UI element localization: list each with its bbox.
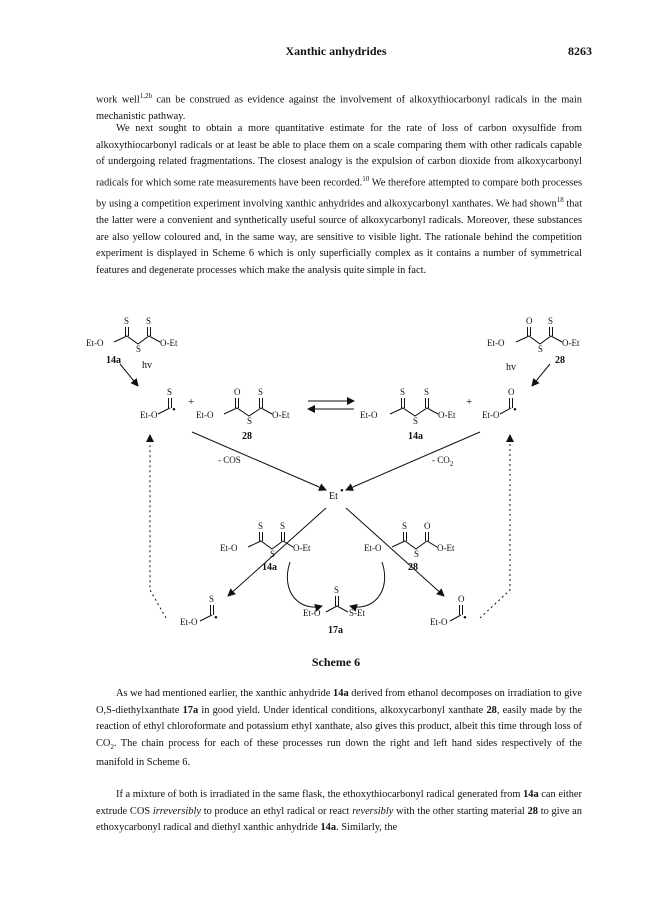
atom-label: O [526,316,533,326]
group-label: Et-O [303,608,321,618]
light-label: hv [142,360,152,371]
atom-label: S [124,316,130,326]
group-label: Et-O [196,410,214,420]
radical-dot: • [463,612,467,624]
radical-dot: • [214,612,218,624]
atom-label: S [136,344,142,354]
compound-number: 17a [328,625,343,636]
paragraph-text: , easily made by the reaction of ethyl chloroformate and potassium ethyl xanthate, also gives this product, albeit this time through loss of CO [96,704,582,749]
ethoxythiocarbonyl-radical-left [140,387,194,420]
compound-ref: 28 [527,805,538,817]
atom-label: S [414,549,420,559]
compound-number: 28 [555,355,565,366]
radical-dot: • [340,485,344,497]
atom-label: S [538,344,544,354]
atom-label: S [167,387,173,397]
paragraph-text: As we had mentioned earlier, the xanthic anhydride [116,688,334,699]
paragraph-text: work well [96,94,140,106]
atom-label: S [402,521,408,531]
running-header-title: Xanthic anhydrides [285,44,387,58]
atom-label: S [258,521,264,531]
paragraph-observations [96,686,582,772]
paragraph-text: . Similarly, the [336,822,398,834]
group-label: Et-O [180,617,198,627]
paragraph-text: to give an ethoxycarbonyl radical and diethyl xanthic anhydride [96,805,582,834]
structure-17a-product [303,585,366,636]
plus-sign: + [188,396,195,408]
radical-dot: • [172,404,176,416]
loss-of-cos-label: - COS [218,455,241,465]
atom-label: S [548,316,554,326]
structure-28-top-right [487,316,580,366]
structure-28-center-left [196,387,290,442]
atom-label: S [258,387,264,397]
atom-label: S [146,316,152,326]
group-label: Et-O [430,617,448,627]
compound-ref: 28 [486,704,497,716]
atom-label: S [334,585,340,595]
compound-ref: 14a [320,822,337,834]
group-label: O-Et [293,543,311,553]
group-label: O-Et [160,338,178,348]
plus-sign: + [466,396,473,408]
compound-number: 14a [408,431,423,442]
atom-label: O [424,521,431,531]
paragraph-text: in good yield. Under identical conditions, alkoxycarbonyl xanthate [198,704,487,716]
structure-14a-lower-left [220,521,311,573]
group-label: O-Et [272,410,290,420]
reference-citation: 1,2b [139,92,152,100]
group-label: O-Et [437,543,455,553]
group-label: Et-O [482,410,500,420]
atom-label: S [209,594,215,604]
ethoxycarbonyl-radical-bottom-right [430,594,467,627]
group-label: O-Et [438,410,456,420]
ethoxycarbonyl-radical-right [482,387,517,420]
emphasis: irreversibly [152,805,201,817]
radical-dot: • [513,404,517,416]
group-label: Et-O [220,543,238,553]
light-label: hv [506,362,516,373]
atom-label: S [280,521,286,531]
ethoxythiocarbonyl-radical-bottom-left [180,594,218,627]
emphasis: reversibly [352,805,394,817]
atom-label: S [400,387,406,397]
subscript: 2 [110,742,114,751]
compound-ref: 14a [333,688,349,699]
compound-ref: 17a [182,704,199,716]
ethyl-radical: Et [329,491,338,502]
compound-ref: 14a [523,789,539,800]
atom-label: O [458,594,465,604]
paragraph-text: can be construed as evidence against the involvement of alkoxythiocarbonyl radicals in the main mechanistic pathway. [96,94,583,123]
atom-label: S [270,549,276,559]
group-label: O-Et [562,338,580,348]
paragraph-text: can either extrude COS [96,789,582,817]
atom-label: S [424,387,430,397]
paragraph-text: that the latter were a convenient and synthetically useful source of alkoxycarbonyl radicals. Moreover, these substances are also yellow coloured and, in the same way, are sensitive to visible light. The rationale behind the competition experiment is displayed in Scheme 6 which is only superficially complex as it contains a number of symmetrical features and degenerate processes which make the analysis quite simple in fact. [96,198,582,276]
group-label: Et-O [360,410,378,420]
group-label: S-Et [349,608,366,618]
compound-number: 14a [262,562,277,573]
page-number: 8263 [568,44,592,58]
reference-citation: 10 [362,174,370,183]
atom-label: O [508,387,515,397]
reaction-scheme [0,300,672,670]
atom-label: S [413,416,419,426]
compound-number: 14a [106,355,121,366]
paragraph-text: We next sought to obtain a more quantitative estimate for the rate of loss of carbon oxysulfide from alkoxythiocarbonyl radicals or at least be able to place them on a scale comparing them with other radicals capable of undergoing related fragmentations. The closest analogy is the expulsion of carbon dioxide from alkoxycarbonyl radicals for which some rate measurements have been recorded. [96,123,582,189]
paragraph-competition [96,121,582,279]
paragraph-text: derived from ethanol decomposes on irradiation to give O,S-diethylxanthate [96,688,582,716]
group-label: Et-O [364,543,382,553]
group-label: Et-O [86,338,104,348]
scheme-caption: Scheme 6 [311,655,361,669]
paragraph-text: If a mixture of both is irradiated in the same flask, the ethoxythiocarbonyl radical generated from [116,789,524,800]
paragraph-text: . The chain process for each of these processes run down the right and left hand sides respectively of the manifold in Scheme 6. [96,737,582,769]
structure-14a-center-right [360,387,472,442]
atom-label: S [247,416,253,426]
group-label: Et-O [140,410,158,420]
paragraph-mixture [96,787,582,837]
compound-number: 28 [408,562,418,573]
paragraph-text: We therefore attempted to compare both processes by using a competition experiment involving xanthic anhydrides and alkoxycarbonyl xanthates. We had shown [96,177,582,210]
paragraph-continued [96,88,582,126]
compound-number: 28 [242,431,252,442]
loss-of-co2-label: - $CO_2$ [432,455,454,468]
structure-14a-top-left [86,316,178,366]
group-label: Et-O [487,338,505,348]
reference-citation: 18 [556,195,564,204]
atom-label: O [234,387,241,397]
paragraph-text: to produce an ethyl radical or react [200,805,353,817]
paragraph-text: with the other starting material [393,805,528,817]
